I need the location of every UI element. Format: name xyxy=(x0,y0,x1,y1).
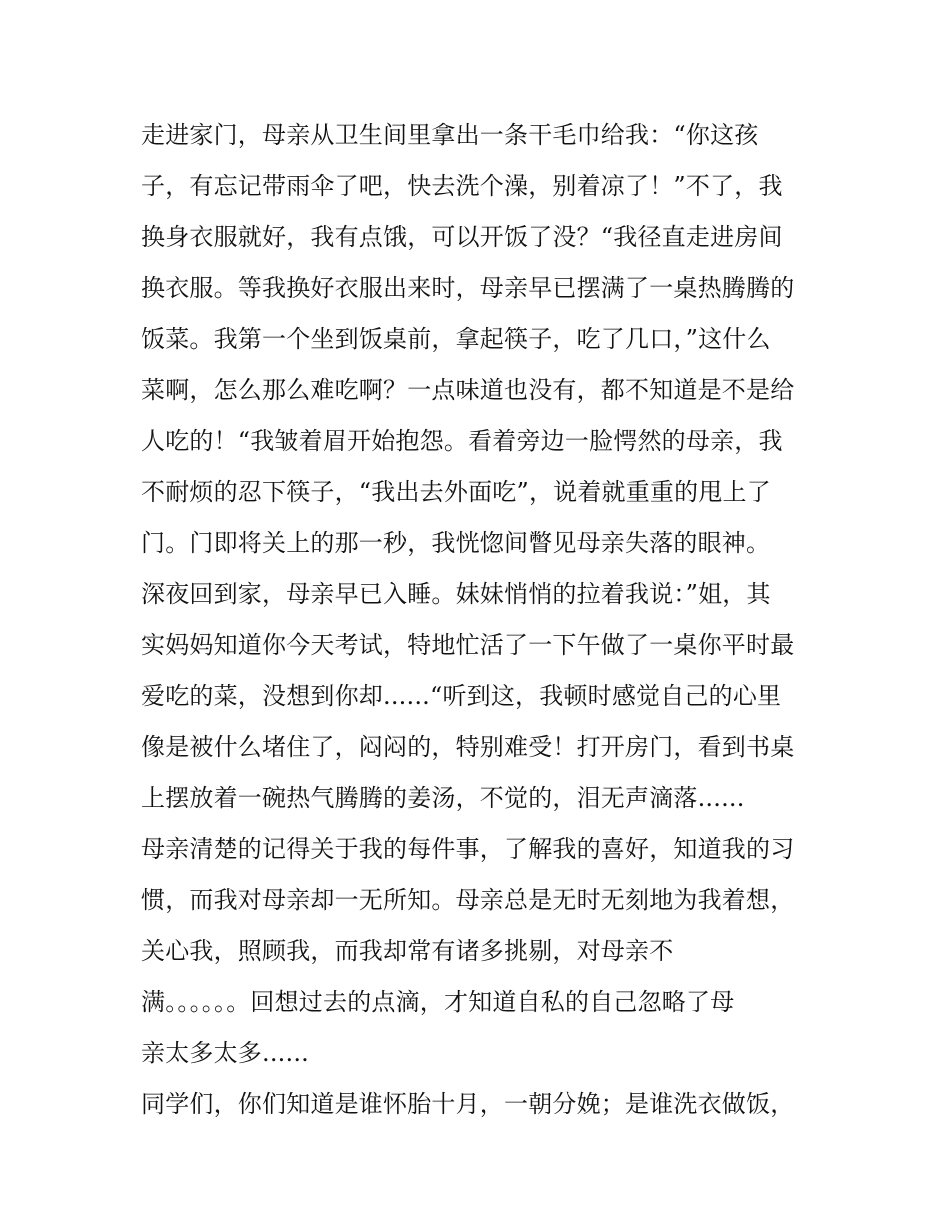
text-line: 像是被什么堵住了，闷闷的，特别难受！打开房门，看到书桌 xyxy=(141,733,795,761)
text-line: 同学们，你们知道是谁怀胎十月，一朝分娩；是谁洗衣做饭， xyxy=(141,1090,795,1118)
text-line: 不耐烦的忍下筷子，“我出去外面吃”，说着就重重的甩上了 xyxy=(141,478,771,506)
text-line: 亲太多太多...... xyxy=(141,1039,309,1067)
text-line: 实妈妈知道你今天考试，特地忙活了一下午做了一桌你平时最 xyxy=(141,631,795,659)
text-line: 走进家门，母亲从卫生间里拿出一条干毛巾给我：“你这孩 xyxy=(141,121,759,149)
text-line: 换衣服。等我换好衣服出来时，母亲早已摆满了一桌热腾腾的 xyxy=(141,274,795,302)
text-line: 深夜回到家，母亲早已入睡。妹妹悄悄的拉着我说：”姐，其 xyxy=(141,580,771,608)
text-line: 子，有忘记带雨伞了吧，快去洗个澡，别着凉了！”不了，我 xyxy=(141,172,783,200)
text-line: 关心我，照顾我，而我却常有诸多挑剔，对母亲不 xyxy=(141,937,674,965)
text-line: 满。。。。。。回想过去的点滴，才知道自私的自己忽略了母 xyxy=(141,988,735,1016)
text-line: 母亲清楚的记得关于我的每件事，了解我的喜好，知道我的习 xyxy=(141,835,795,863)
body-text xyxy=(141,110,831,1130)
text-line: 惯，而我对母亲却一无所知。母亲总是无时无刻地为我着想， xyxy=(141,886,795,914)
text-line: 爱吃的菜，没想到你却......“听到这，我顿时感觉自己的心里 xyxy=(141,682,782,710)
text-line: 上摆放着一碗热气腾腾的姜汤，不觉的，泪无声滴落...... xyxy=(141,784,745,812)
text-line: 人吃的！“我皱着眉开始抱怨。看着旁边一脸愕然的母亲，我 xyxy=(141,427,783,455)
text-line: 饭菜。我第一个坐到饭桌前，拿起筷子，吃了几口，”这什么 xyxy=(141,325,771,353)
text-line: 菜啊，怎么那么难吃啊？一点味道也没有，都不知道是不是给 xyxy=(141,376,795,404)
text-line: 换身衣服就好，我有点饿，可以开饭了没？“我径直走进房间 xyxy=(141,223,783,251)
text-line: 门。门即将关上的那一秒，我恍惚间瞥见母亲失落的眼神。 xyxy=(141,529,771,557)
